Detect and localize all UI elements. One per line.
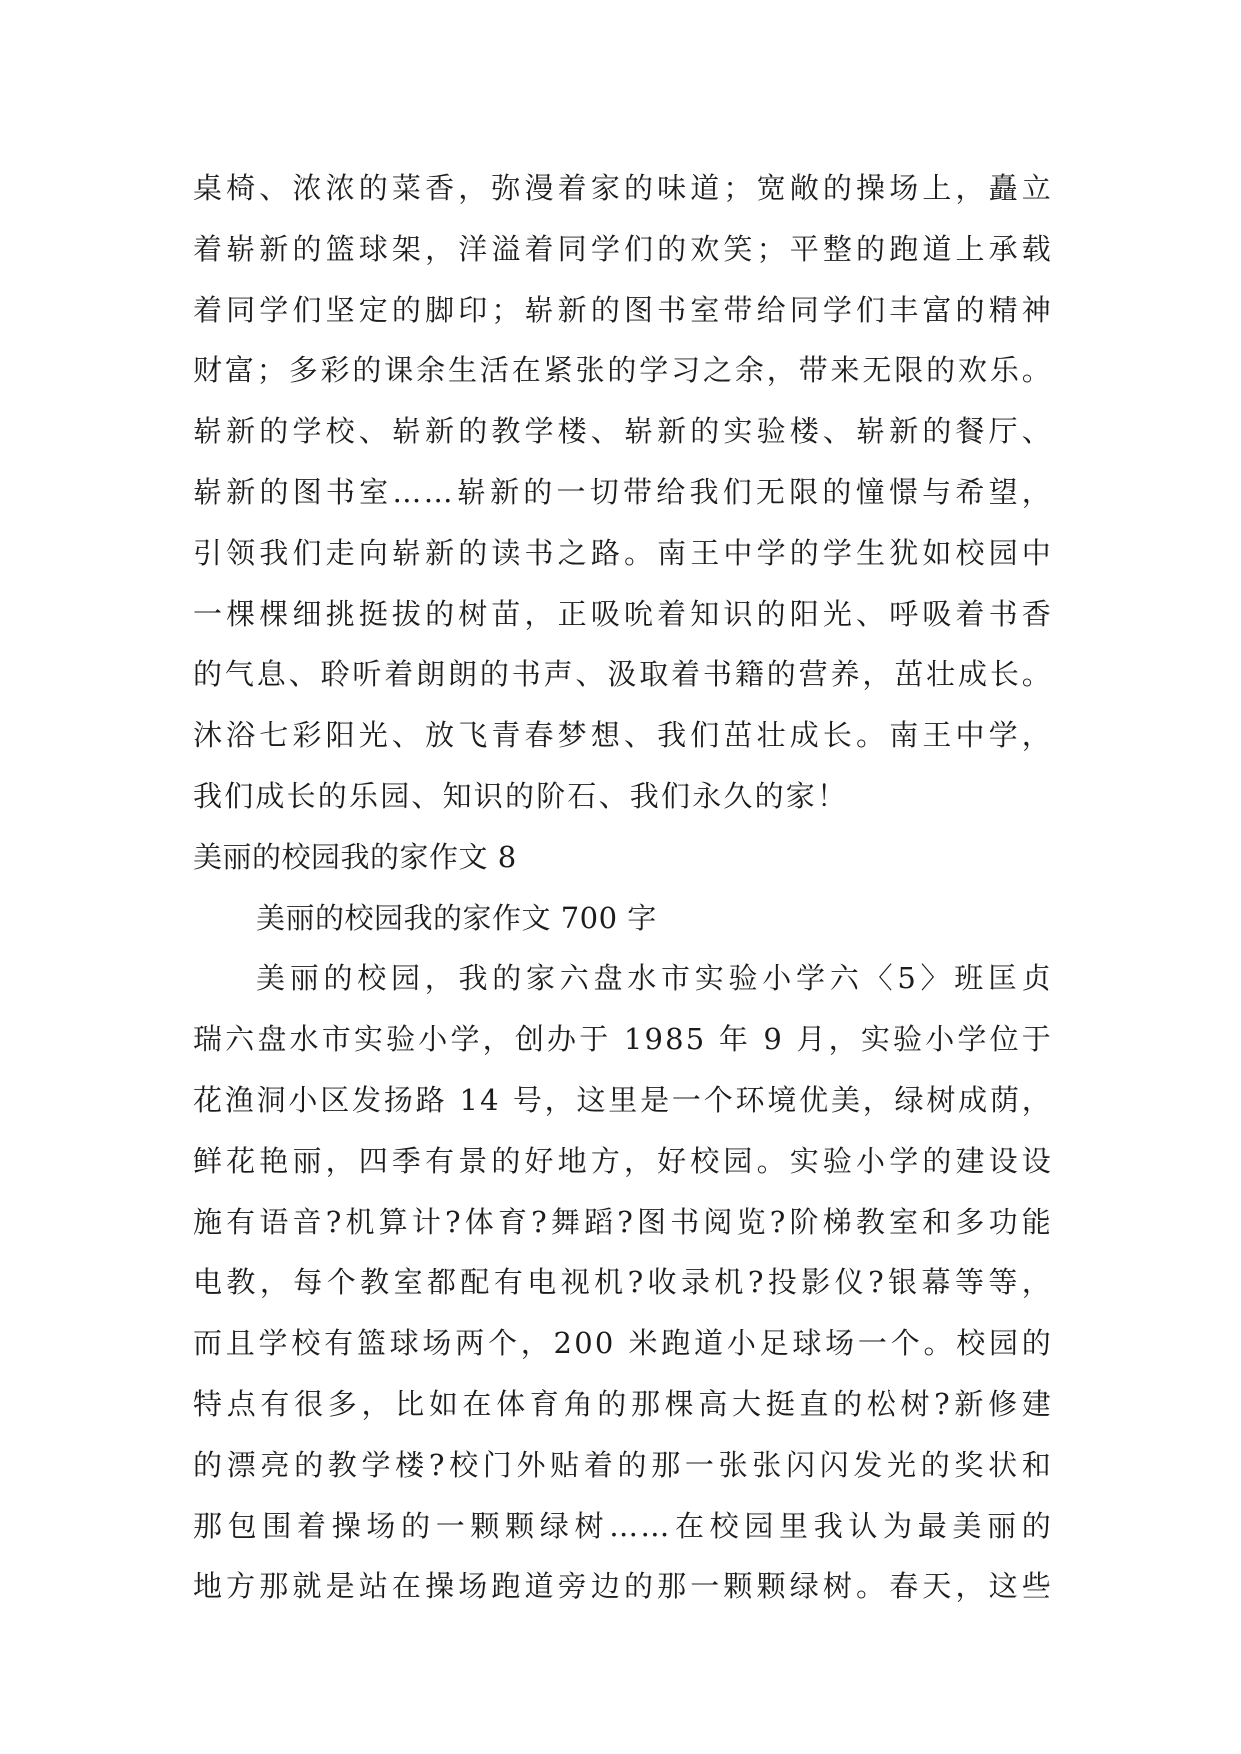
text-line: 地方那就是站在操场跑道旁边的那一颗颗绿树。春天，这些 bbox=[193, 1569, 1053, 1604]
text-line: 鲜花艳丽，四季有景的好地方，好校园。实验小学的建设设 bbox=[193, 1143, 1053, 1178]
text-line: 而且学校有篮球场两个，200 米跑道小足球场一个。校园的 bbox=[193, 1326, 1053, 1361]
text-line: 沐浴七彩阳光、放飞青春梦想、我们茁壮成长。南王中学， bbox=[193, 718, 1053, 753]
text-line: 我们成长的乐园、知识的阶石、我们永久的家！ bbox=[193, 778, 849, 813]
text-line: 施有语音?机算计?体育?舞蹈?图书阅览?阶梯教室和多功能 bbox=[193, 1204, 1053, 1239]
text-line: 那包围着操场的一颗颗绿树……在校园里我认为最美丽的 bbox=[193, 1508, 1053, 1543]
essay-title: 美丽的校园我的家作文 700 字 bbox=[256, 900, 657, 935]
text-line: 花渔洞小区发扬路 14 号，这里是一个环境优美，绿树成荫， bbox=[193, 1082, 1053, 1117]
essay-body bbox=[193, 158, 1053, 1617]
text-line: 一棵棵细挑挺拔的树苗，正吸吮着知识的阳光、呼吸着书香 bbox=[193, 596, 1053, 631]
text-line: 的漂亮的教学楼?校门外贴着的那一张张闪闪发光的奖状和 bbox=[193, 1447, 1053, 1482]
text-line: 财富；多彩的课余生活在紧张的学习之余，带来无限的欢乐。 bbox=[193, 353, 1053, 388]
section-heading: 美丽的校园我的家作文 8 bbox=[193, 839, 517, 874]
text-line: 崭新的图书室……崭新的一切带给我们无限的憧憬与希望， bbox=[193, 474, 1053, 509]
text-line: 着同学们坚定的脚印；崭新的图书室带给同学们丰富的精神 bbox=[193, 292, 1053, 327]
text-line: 桌椅、浓浓的菜香，弥漫着家的味道；宽敞的操场上，矗立 bbox=[193, 171, 1053, 205]
text-line: 崭新的学校、崭新的教学楼、崭新的实验楼、崭新的餐厅、 bbox=[193, 414, 1053, 449]
text-line: 特点有很多，比如在体育角的那棵高大挺直的松树?新修建 bbox=[193, 1386, 1053, 1421]
text-line: 瑞六盘水市实验小学，创办于 1985 年 9 月，实验小学位于 bbox=[193, 1022, 1053, 1057]
text-line: 电教，每个教室都配有电视机?收录机?投影仪?银幕等等， bbox=[193, 1265, 1053, 1300]
text-line: 着崭新的篮球架，洋溢着同学们的欢笑；平整的跑道上承载 bbox=[193, 231, 1053, 266]
text-line: 美丽的校园，我的家六盘水市实验小学六〈5〉班匡贞 bbox=[256, 961, 1053, 996]
text-line: 的气息、聆听着朗朗的书声、汲取着书籍的营养，茁壮成长。 bbox=[193, 657, 1053, 692]
text-line: 引领我们走向崭新的读书之路。南王中学的学生犹如校园中 bbox=[193, 535, 1053, 570]
